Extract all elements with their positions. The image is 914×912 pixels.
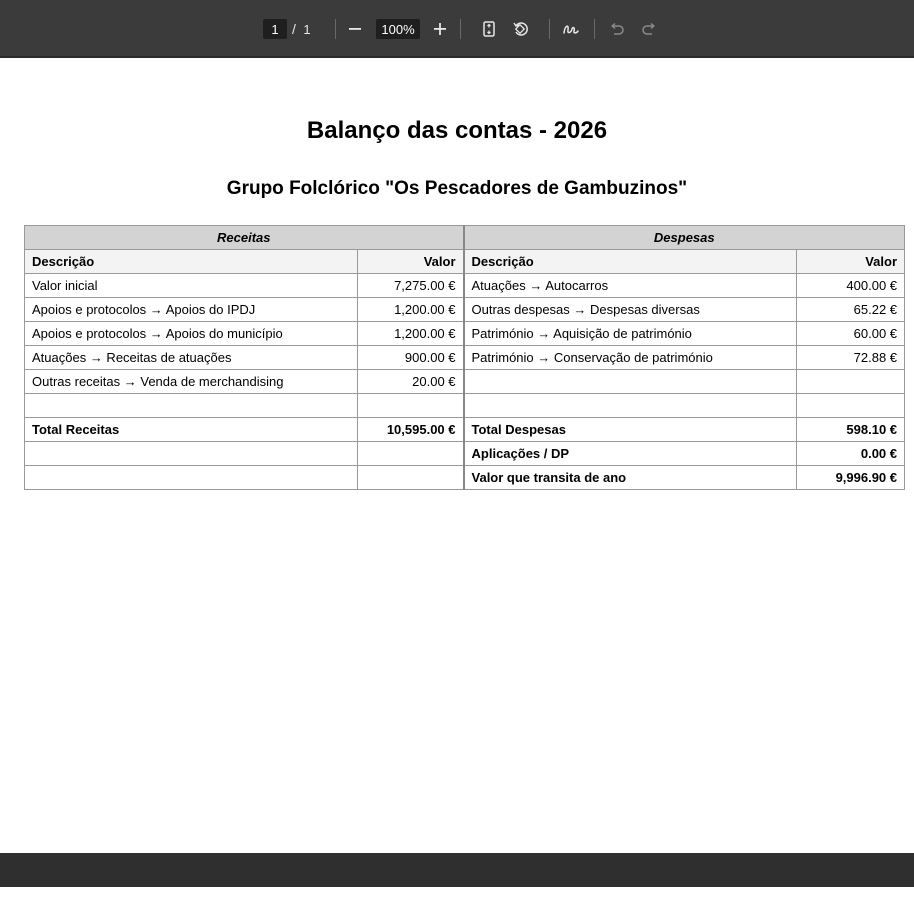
table-row [25, 274, 905, 298]
receitas-header: Receitas [25, 226, 464, 250]
despesa-valor: 60.00 € [797, 322, 905, 346]
empty-cell [464, 394, 797, 418]
toolbar-divider [594, 19, 595, 39]
rotate-button[interactable] [509, 0, 533, 58]
undo-button[interactable] [605, 0, 629, 58]
despesa-desc: Património → Aquisição de património [464, 322, 797, 346]
aplicacoes-value: 0.00 € [797, 442, 905, 466]
despesas-valor-header: Valor [797, 250, 905, 274]
minus-icon [348, 22, 362, 36]
total-receitas-value: 10,595.00 € [358, 418, 464, 442]
total-despesas-value: 598.10 € [797, 418, 905, 442]
plus-icon [433, 22, 447, 36]
zoom-out-button[interactable] [343, 0, 367, 58]
empty-cell [358, 442, 464, 466]
balance-table [24, 225, 905, 490]
receita-desc: Apoios e protocolos → Apoios do IPDJ [25, 298, 358, 322]
pdf-toolbar [0, 0, 914, 58]
receita-valor: 7,275.00 € [358, 274, 464, 298]
table-row [25, 322, 905, 346]
document-page [0, 60, 914, 853]
draw-button[interactable] [559, 0, 583, 58]
receita-valor: 1,200.00 € [358, 322, 464, 346]
empty-cell [358, 466, 464, 490]
transita-value: 9,996.90 € [797, 466, 905, 490]
total-pages: 1 [303, 21, 311, 37]
despesa-desc: Outras despesas → Despesas diversas [464, 298, 797, 322]
fit-page-button[interactable] [477, 0, 501, 58]
section-header-row [25, 226, 905, 250]
zoom-in-button[interactable] [428, 0, 452, 58]
toolbar-divider [335, 19, 336, 39]
receitas-valor-header: Valor [358, 250, 464, 274]
toolbar-divider [460, 19, 461, 39]
empty-cell [797, 394, 905, 418]
aplicacoes-row [25, 442, 905, 466]
rotate-icon [512, 20, 530, 38]
receita-desc: Outras receitas → Venda de merchandising [25, 370, 358, 394]
empty-cell [25, 442, 358, 466]
empty-cell [797, 370, 905, 394]
receita-valor: 900.00 € [358, 346, 464, 370]
spacer-row [25, 394, 905, 418]
empty-cell [358, 394, 464, 418]
receita-desc: Atuações → Receitas de atuações [25, 346, 358, 370]
table-row [25, 298, 905, 322]
fit-page-icon [482, 21, 496, 37]
column-header-row [25, 250, 905, 274]
aplicacoes-label: Aplicações / DP [464, 442, 797, 466]
despesa-valor: 400.00 € [797, 274, 905, 298]
viewer-bottom-bar [0, 853, 914, 887]
receita-desc: Apoios e protocolos → Apoios do município [25, 322, 358, 346]
draw-icon [562, 21, 580, 37]
total-receitas-label: Total Receitas [25, 418, 358, 442]
despesa-desc: Atuações → Autocarros [464, 274, 797, 298]
table-row [25, 346, 905, 370]
undo-icon [609, 22, 625, 36]
receita-valor: 1,200.00 € [358, 298, 464, 322]
page-separator: / [292, 21, 296, 37]
empty-cell [25, 466, 358, 490]
despesa-valor: 65.22 € [797, 298, 905, 322]
receita-valor: 20.00 € [358, 370, 464, 394]
redo-icon [641, 22, 657, 36]
document-subtitle: Grupo Folclórico "Os Pescadores de Gambuzinos" [226, 178, 688, 199]
receita-desc: Valor inicial [25, 274, 358, 298]
despesa-desc: Património → Conservação de património [464, 346, 797, 370]
toolbar-divider [549, 19, 550, 39]
despesas-header: Despesas [464, 226, 905, 250]
receitas-desc-header: Descrição [25, 250, 358, 274]
page-number-input[interactable]: 1 [263, 19, 287, 39]
zoom-level-input[interactable]: 100% [376, 19, 420, 39]
redo-button[interactable] [637, 0, 661, 58]
total-despesas-label: Total Despesas [464, 418, 797, 442]
empty-cell [25, 394, 358, 418]
despesa-valor: 72.88 € [797, 346, 905, 370]
transita-row [25, 466, 905, 490]
empty-cell [464, 370, 797, 394]
table-row [25, 370, 905, 394]
transita-label: Valor que transita de ano [464, 466, 797, 490]
totals-row [25, 418, 905, 442]
despesas-desc-header: Descrição [464, 250, 797, 274]
document-title: Balanço das contas - 2026 [306, 117, 608, 144]
